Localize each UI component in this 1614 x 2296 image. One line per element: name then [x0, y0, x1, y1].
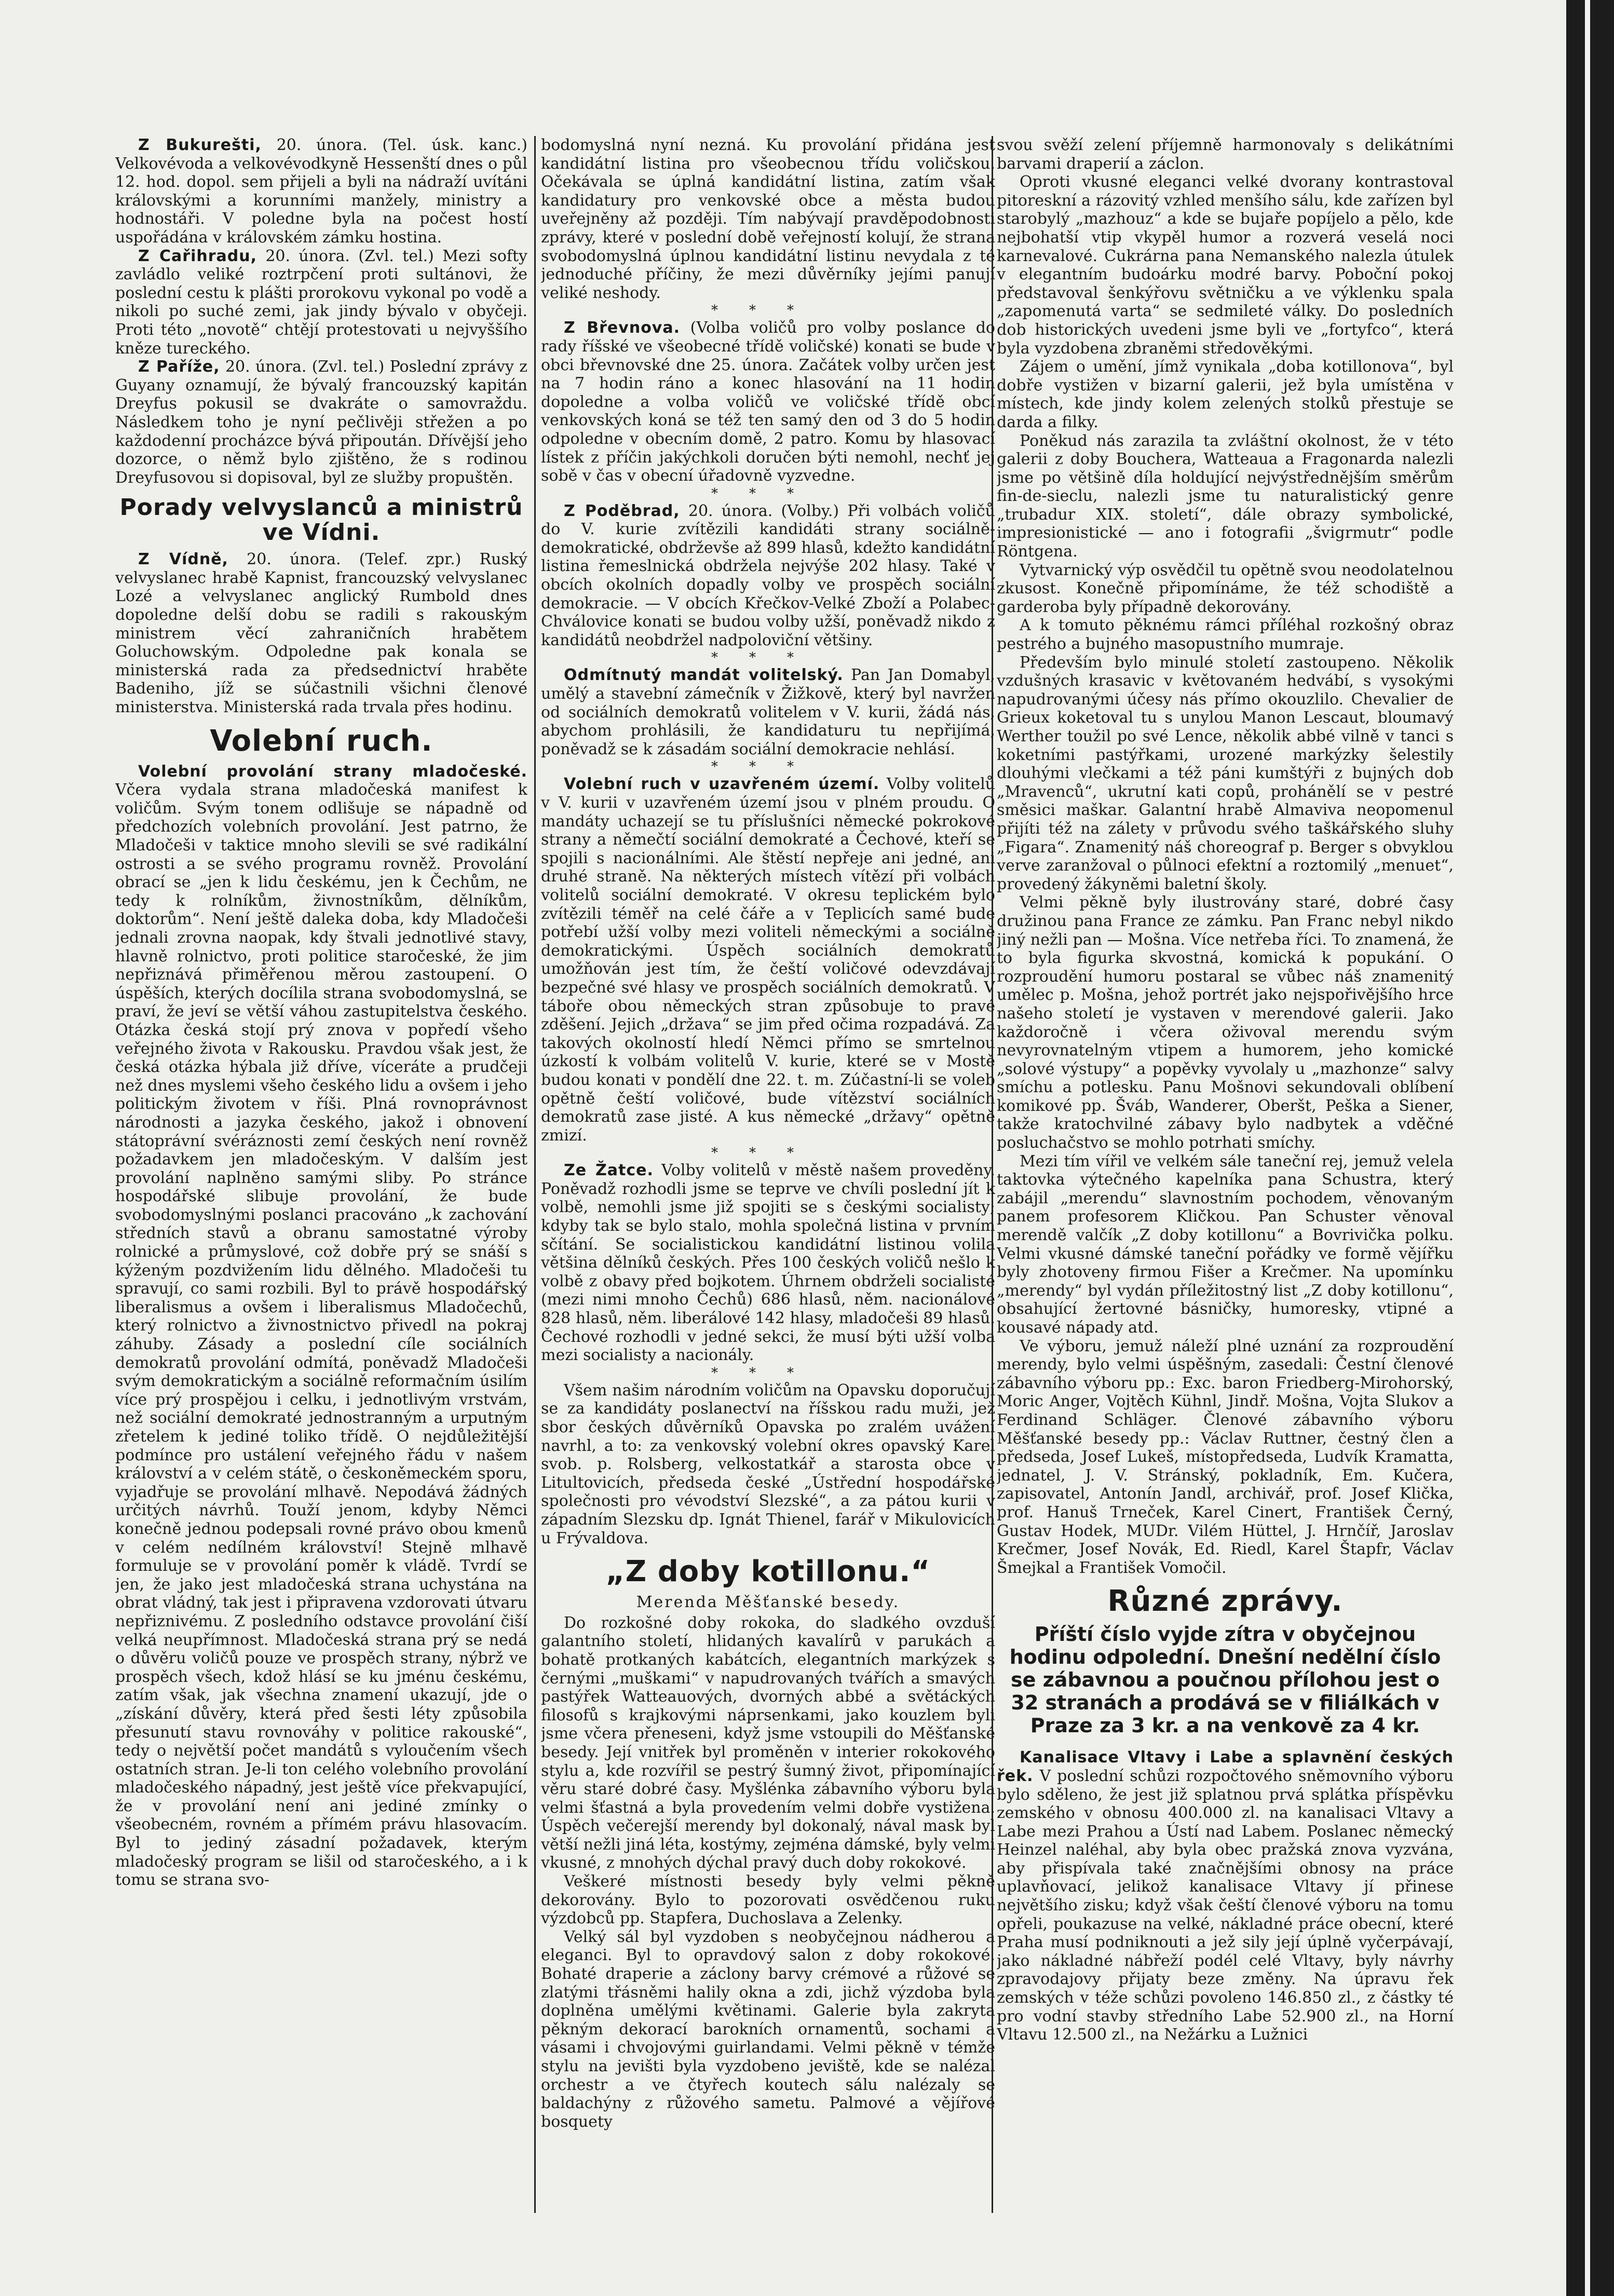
- article-kotillon-8: Vytvarnický výp osvědčil tu opětně svou neodolatelnou zkusost. Konečně připomínáme, že též schodiště a garderoba byly případně dekorovány.: [997, 561, 1454, 616]
- article-kotillon-9: A k tomuto pěknému rámci příléhal rozkošný obraz pestrého a bujného masopustního mumraje.: [997, 616, 1454, 654]
- article-pariz: Z Paříže, 20. února. (Zvl. tel.) Poslední zprávy z Guyany oznamují, že bývalý francouzský kapitán Dreyfus pokusil se dvakráte o samovraždu. Následkem toho je nyní pečlivěji střežen a po každodenní procházce bývá připoután. Dřívější jeho dozorce, o němž bylo zjištěno, že s rodinou Dreyfusovou si dopisoval, byl ze služby propuštěn.: [115, 358, 527, 487]
- headline-porady: Porady velvyslanců a ministrů ve Vídni.: [119, 494, 523, 546]
- notice-next-issue: Příští číslo vyjde zítra v obyčejnou hodinu odpolední. Dnešní nedělní číslo se zábavnou a poučnou přílohou jest o 32 stranách a prodává se v filiálkách v Praze za 3 kr. a na venkově za 4 kr.: [1009, 1623, 1441, 1737]
- column-rule-1: [534, 136, 536, 2213]
- column-2: [541, 136, 995, 2218]
- subheadline-merenda: Merenda Měšťanské besedy.: [636, 1593, 900, 1612]
- article-kotillon-2: Veškeré místnosti besedy byly velmi pěkně dekorovány. Bylo to pozorovati osvědčenou ruku výzdobců pp. Stapfera, Duchoslava a Zelenky.: [541, 1872, 995, 1928]
- scan-edge-strip: [1585, 0, 1590, 2296]
- article-mandat: Odmítnutý mandát volitelský. Pan Jan Domabyl, umělý a stavební zámečník v Žižkově, který byl navržen od sociálních demokratů volitelem v V. kurii, žádá nás, abychom prohlásili, že kandidaturu tu nepřijímá, poněvadž se k zásadám sociální demokracie nehlásí.: [541, 666, 995, 758]
- article-continuation: bodomyslná nyní nezná. Ku provolání přidána jest kandidátní listina pro všeobecnou třídu voličskou. Očekávala se úplná kandidátní listina, zatím však kandidatury pro venkovské obce a města budou uveřejněny až později. Tím nabývají pravděpodobnosti zprávy, které v poslední době veřejností kolují, že strana svobodomyslná úplnou kandidátní listinu nevydala z té jednoduché příčiny, že mezi důvěrníky jejími panují veliké neshody.: [541, 136, 995, 302]
- article-kotillon-6: Zájem o umění, jímž vynikala „doba kotillonova“, byl dobře vystižen v bizarní galerii, jež byla umístěna v místech, kde jindy kolem zelených stolků přestuje se darda a filky.: [997, 358, 1454, 431]
- headline-kotillon: „Z doby kotillonu.“: [605, 1555, 931, 1589]
- article-kanalisace: Kanalisace Vltavy i Labe a splavnění českých řek. V poslední schůzi rozpočtového sněmovního výboru bylo sděleno, že jest již splatnou prvá splátka příspěvku zemského v obnosu 400.000 zl. na kanalisaci Vltavy a Labe mezi Prahou a Ústí nad Labem. Poslanec německý Heinzel naléhal, aby byla obec pražská znova vyzvána, aby přispívala také značnějšími obnosy na práce uplavňovací, jelikož kanalisace Vltavy jí přinese největšího zisku; když však čeští členové výboru na tomu opřeli, poukazuse na velké, nákladné práce obecní, které Praha musí podniknouti a jež sily její úplně vyčerpávají, jako nákladné nábřeží podél celé Vltavy, byly návrhy zpravodajovy přijaty beze změny. Na úpravu řek zemských v téže schůzi povoleno 146.850 zl., z částky té pro vodní stavby středního Labe 52.900 zl., na Horní Vltavu 12.500 zl., na Nežárku a Lužnici: [997, 1748, 1454, 2044]
- headline-ruzne-zpravy: Různé zprávy.: [1107, 1584, 1343, 1619]
- article-carihrad: Z Cařihradu, 20. února. (Zvl. tel.) Mezi softy zavládlo veliké roztrpčení proti sultánovi, že poslední cestu k plášti prorokovu vykonal po vodě a nikoli po suché zemi, jak jindy bývalo v obyčeji. Proti této „novotě“ chtějí protestovati u nejvyššího kněze tureckého.: [115, 247, 527, 358]
- separator-stars: ***: [711, 650, 825, 666]
- column-3: [997, 136, 1454, 2218]
- separator-stars: ***: [711, 1365, 825, 1381]
- article-kotillon-10: Především bylo minulé století zastoupeno. Několik vzdušných krasavic v květovaném hedvábí, s vysokými napudrovanými účesy nás přímo okouzlilo. Chevalier de Grieux koketoval tu s unylou Manon Lescaut, bloumavý Werther toužil po své Lence, několik abbé vilně v tanci s koketními pastýřkami, urozené markýzky šelestily dlouhými vlečkami a též páni kumštýři z bujných dob „Mravenců“, ukrutní kati copů, prohánělí se v pestré směsici maškar. Galantní hrabě Almaviva neopomenul přijíti též na zálety v průvodu svého taškářského sluhy „Figara“. Znamenitý náš choreograf p. Berger s obvyklou verve zaranžoval o půlnoci efektní a roztomilý „menuet“, provedený žákyněmi baletní školy.: [997, 653, 1454, 893]
- separator-stars: ***: [711, 303, 825, 319]
- headline-volebni-ruch: Volební ruch.: [210, 724, 433, 758]
- article-opavsko: Všem našim národním voličům na Opavsku doporučují se za kandidáty poslanectví na říšskou radu muži, jež sbor českých důvěrníků Opavska po zralém uvážení navrhl, a to: za venkovský volební okres opavský Karel svob. p. Rolsberg, velkostatkář a starosta obce v Litultovicích, předseda české „Ústřední hospodářské společnosti pro vévodství Slezské“, a za pátou kurii v západním Slezsku dp. Ignát Thienel, farář v Mikulovicích u Frývaldova.: [541, 1381, 995, 1547]
- article-brevnov: Z Břevnova. (Volba voličů pro volby poslance do rady říšské ve všeobecné třídě voličské) konati se bude v obci břevnovské dne 25. února. Začátek volby určen jest na 7 hodin ráno a konec hlasování na 11 hodin dopoledne a volba voličů ve voličské třídě obcí venkovských koná se též ten samý den od 3 do 5 hodin odpoledne v obecním domě, 2 patro. Komu by hlasovací lístek z příčin jakýchkoli doručen býti nemohl, nechť jej sobě v čas v obecní úřadovně vyzvedne.: [541, 319, 995, 485]
- article-kotillon-3: Velký sál byl vyzdoben s neobyčejnou nádherou a eleganci. Byl to opravdový salon z doby rokokové. Bohaté draperie a záclony barvy crémové a růžové se zlatými třásněmi halily okna a zdi, jichž výzdoba byla doplněna umělými květinami. Galerie byla zakryta pěkným dekorací barokních ornamentů, sochami a vásami i chvojovými guirlandami. Velmi pěkně v témže stylu na jevišti byla vyzdobeno jeviště, kde se nalézal orchestr a ve čtyřech koutech sálu nalézaly se baldachýny z růžového sametu. Palmové a vějířové bosquety: [541, 1927, 995, 2131]
- article-kotillon-5: Oproti vkusné eleganci velké dvorany kontrastoval pitoreskní a rázovitý vzhled menšího sálu, kde zařízen byl starobylý „mazhouz“ a kde se bujaře popíjelo a pělo, kde nejbohatší vtip vkypěl humor a rozverá veselá noci karnevalové. Cukrárna pana Nemanského nalezla útulek v elegantním budoárku modré barvy. Poboční pokoj představoval šenkýřovu světničku a ve výklenku spala „zapomenutá varta“ se sedmileté války. Do posledních dob historických uvedeni jsme byli ve „fortyfco“, která byla vyzdobena zbraněmi středověkými.: [997, 173, 1454, 358]
- article-viden: Z Vídně, 20. února. (Telef. zpr.) Ruský velvyslanec hrabě Kapnist, francouzský velvyslanec Lozé a velvyslanec anglický Rumbold dnes dopoledne delší dobu se radili s rakouským ministrem věcí zahraničních hrabětem Goluchowským. Odpoledne pak konala se ministerská rada za předsednictví hraběte Badeniho, jíž se súčastnili všichni členové ministerstva. Ministerská rada trvala přes hodinu.: [115, 550, 527, 717]
- article-bukurest: Z Bukurešti, 20. února. (Tel. úsk. kanc.) Velkovévoda a velkovévodkyně Hessenští dnes o půl 12. hod. dopol. sem přijeli a byli na nádraží uvítáni královskými a korunními manžely, ministry a hodnostáři. V poledne byla na počest hostí uspořádána v královském zámku hostina.: [115, 136, 527, 247]
- article-mladocesi: Volební provolání strany mladočeské. Včera vydala strana mladočeská manifest k voličům. Svým tonem odlišuje se nápadně od předchozích volebních provolání. Jest patrno, že Mladočeši v taktice mnoho slevili se své radikální ostrosti a se svého programu rovněž. Provolání obrací se „jen k lidu českému, jen k Čechům, ne tedy k rolníkům, živnostníkům, dělníkům, doktorům“. Není ještě daleka doba, kdy Mladočeši jednali zrovna naopak, kdy štvali jednotlivé stavy, hlavně rolnictvo, proti politice staročeské, že jim nepřiznává přiměřenou měrou zastoupení. O úspěších, kterých docílila strana svobodomyslná, se praví, že jeví se větší váhou zastupitelstva českého. Otázka česká stojí prý znova v popředí všeho veřejného života v Rakousku. Pravdou však jest, že česká otázka hýbala již dříve, víceráte a prudčeji než dnes myslemi všeho českého lidu a ovšem i jeho politickým životem v říši. Plná rovnoprávnost národnosti a jazyka českého, jakož i obnovení státoprávní svéráznosti zemí českých není rovněž požadavkem jen mladočeským. V dalším jest provolání naplněno samými sliby. Po stránce hospodářské slibuje provolání, že bude svobodomyslnými poslanci pracováno „k zachování středních stavů a obranu samostatné výroby rolnické a průmyslové, což dobře prý se snáší s kýženým pozdvižením lidu dělného. Mladočeši tu spravují, co sami rozbili. Byl to právě hospodářský liberalismus a ovšem i liberalismus Mladočechů, který rolnictvo a živnostnictvo přivedl na pokraj záhuby. Zásady a poslední cíle sociálních demokratů provolání odmítá, poněvadž Mladočeši svým demokratickým a sociálně reformačním úsilím více prý prospějou i celku, i jednotlivým vrstvám, než sociální demokraté jednostranným a urputným zřetelem k jediné toliko třídě. O nejdůležitější podmínce pro ustálení veřejného řádu v našem království a v celém státě, o českoněmeckém sporu, vyjadřuje se provolání mlhavě. Nepodává žádných určitých návrhů. Touží jenom, kdyby Němci konečně jednou podepsali rovné právo obou kmenů v celém nedílném království! Stejně mlhavě formuluje se v provolání poměr k vládě. Tvrdí se jen, že jako jest mladočeská strana uchystána na obrat vládný, tak jest i připravena vzdorovati útvaru nepřiznivému. Z posledního odstavce provolání čiší velká neupřímnost. Mladočeská strana prý se nedá o důvěru voličů pouze ve prospěch strany, nýbrž ve prospěch všech, kdož hlásí se ku jménu českému, zatím však, jak všechna znamení ukazují, jde o „získání důvěry, která před šesti léty způsobila přesunutí stavu rovnováhy v politice rakouské“, tedy o největší počet mandátů s vyloučením všech ostatních stran. Je-li ton celého volebního provolání mladočeského nápadný, jest ještě více překvapující, že v provolání není ani jediné zmínky o všeobecném, rovném a přímém právu hlasovacím. Byl to jediný zásadní požadavek, kterým mladočeský program se lišil od staročeského, a i k tomu se strana svo-: [115, 762, 527, 1890]
- article-zatec: Ze Žatce. Volby volitelů v městě našem proveděny. Poněvadž rozhodli jsme se teprve ve chvíli poslední jít k volbě, nemohli jsme již spojiti se s českými socialisty; kdyby tak se bylo stalo, mohla společná listina v prvním sčítání. Se socialistickou kandidátní listinou volila většina dělníků českých. Přes 100 českých voličů nešlo k volbě z obavy před bojkotem. Úhrnem obdrželi socialisté (mezi nimi mnoho Čechů) 686 hlasů, něm. nacionálové 828 hlasů, něm. liberálové 142 hlasy, mladočeši 89 hlasů. Čechové rozhodli v jedné sekci, že musí býti užší volba mezi socialisty a nacionály.: [541, 1161, 995, 1365]
- article-kotillon-13: Ve výboru, jemuž náleží plné uznání za rozproudění merendy, bylo velmi úspěšným, zasedali: Čestní členové zábavního výboru pp.: Exc. baron Friedberg-Mirohorský, Moric Anger, Vojtěch Kühnl, Jindř. Mošna, Vojta Slukov a Ferdinand Schläger. Členové zábavního výboru Měšťanské besedy pp.: Václav Ruttner, čestný člen a předseda, Josef Lukeš, místopředseda, Ludvík Kramatta, jednatel, J. V. Stránský, pokladník, Em. Kučera, zapisovatel, Antonín Jandl, archivář, prof. Josef Klička, prof. Hanuš Trneček, Karel Cinert, František Černý, Gustav Hodek, MUDr. Vilém Hüttel, J. Hrnčíř, Jaroslav Krečmer, Josef Novák, Ed. Riedl, Karel Štapfr, Václav Šmejkal a František Vomočil.: [997, 1337, 1454, 1577]
- column-1: [115, 136, 527, 2218]
- separator-stars: ***: [711, 759, 825, 775]
- separator-stars: ***: [711, 485, 825, 501]
- article-kotillon-11: Velmi pěkně byly ilustrovány staré, dobré časy družinou pana France ze zámku. Pan Franc nebyl nikdo jiný nežli pan — Mošna. Více netřeba říci. To znamená, že to byla figurka skvostná, komická k popukání. O rozproudění humoru postaral se vůbec náš znamenitý umělec p. Mošna, jehož portrét jako nejspořivějšího hrce našeho století je vystaven v merendové galerii. Jako každoročně i včera oživoval merendu svým nevyrovnatelným vtipem a humorem, jeho komické „solové výstupy“ a popěvky vyvolaly u „mazhonze“ salvy smíchu a potlesku. Panu Mošnovi sekundovali oblíbení komikové pp. Šváb, Wanderer, Oberšt, Peška a Siener, takže kratochvilné zábavy bylo nadbytek a vděčné posluchačstvo se mohlo potrhati smíchy.: [997, 893, 1454, 1152]
- article-podebrady: Z Poděbrad, 20. února. (Volby.) Při volbách voličů do V. kurie zvítězili kandidáti strany sociálně-demokratické, obdrževše až 899 hlasů, kdežto kandidátní listina řemeslnická obdržela nejvýše 202 hlasy. Také v obcích okolních dopadly volby ve prospěch sociální demokracie. — V obcích Křečkov-Velké Zboží a Polabec-Chválovice konati se budou volby užší, poněvadž nikdo z kandidátů neobdržel nadpoloviční většiny.: [541, 501, 995, 649]
- article-kotillon-1: Do rozkošné doby rokoka, do sladkého ovzduší galantního století, hlidaných kavalírů v parukách a bohatě protkaných kabátcích, elegantních markýzek s černými „muškami“ v napudrovaných tvářích a smavých pastýřek Watteauových, dvorných abbé a světáckých filosofů s krajkovými náprsenkami, jako kouzlem byli jsme včera přeneseni, když jsme vstoupili do Měšťanské besedy. Její vnitřek byl proměněn v interier rokokového stylu a, kde rozvířil se pestrý šumný život, připomínající věru staré dobré časy. Myšlénka zábavního výboru byla velmi šťastná a byla provedením velmi dobře vystižena. Úspěch večerejší merendy byl dokonalý, nával mask byl větší nežli jiná léta, kostýmy, zejména dámské, byly velmi vkusné, z mnohých dýchal pravý duch doby rokokové.: [541, 1613, 995, 1872]
- separator-stars: ***: [711, 1145, 825, 1161]
- article-kotillon-7: Poněkud nás zarazila ta zvláštní okolnost, že v této galerii z doby Bouchera, Watteaua a Fragonarda nalezli jsme po většině díla holdující nejvýstřednějším směrům fin-de-sieclu, nalezli jsme tu naturalistický genre „trubadur XIX. století“, dále obrazy symbolické, impresionistické — ano i fotografii „švigrmutr“ podle Röntgena.: [997, 431, 1454, 561]
- article-kotillon-12: Mezi tím vířil ve velkém sále taneční rej, jemuž velela taktovka výtečného kapelníka pana Schustra, který zabájil „merendu“ slavnostním pochodem, věnovaným panem profesorem Kličkou. Pan Schuster věnoval merendě valčík „Z doby kotillonu“ a Bovrivička polku. Velmi vkusné dámské taneční pořádky ve formě vějířku byly zhotoveny firmou Fišer a Krečmer. Na upomínku „merendy“ byl vydán příležitostný list „Z doby kotillonu“, obsahující žertovné básničky, humoresky, vtipné a kousavé nápady atd.: [997, 1152, 1454, 1337]
- article-uzavrene-uzemi: Volební ruch v uzavřeném území. Volby volitelů v V. kurii v uzavřeném území jsou v plném proudu. O mandáty uchazejí se tu příslušníci německé pokrokové strany a němečtí sociální demokraté a Čechové, kteří se spojili s nacionálními. Ale štěstí nepřeje ani jedné, ani druhé straně. Na některých místech vítězí při volbách volitelů sociální demokraté. V okresu teplickém bylo zvítězili téměř na celé čáře a v Teplicích samé bude potřebí užší volby mezi voliteli německými a sociálně demokratickými. Úspěch sociálních demokratů umožňován jest tím, že čeští voličové odevzdávají bezpečné své hlasy ve prospěch sociálních demokratů. V táboře obou německých stran způsobuje to pravé zděšení. Jejich „država“ se jim před očima rozpadává. Za takových okolností hledí Němci přímo se smrtelnou úzkostí k volbám volitelů V. kurie, které se v Mostě budou konati v pondělí dne 22. t. m. Zúčastní-li se voleb opětně čeští voličové, bude vítězství sociálních demokratů zase jisté. A kus německé „državy“ opětně zmizí.: [541, 775, 995, 1145]
- scan-edge: [1566, 0, 1614, 2296]
- article-kotillon-4: svou svěží zelení příjemně harmonovaly s delikátními barvami draperií a záclon.: [997, 136, 1454, 173]
